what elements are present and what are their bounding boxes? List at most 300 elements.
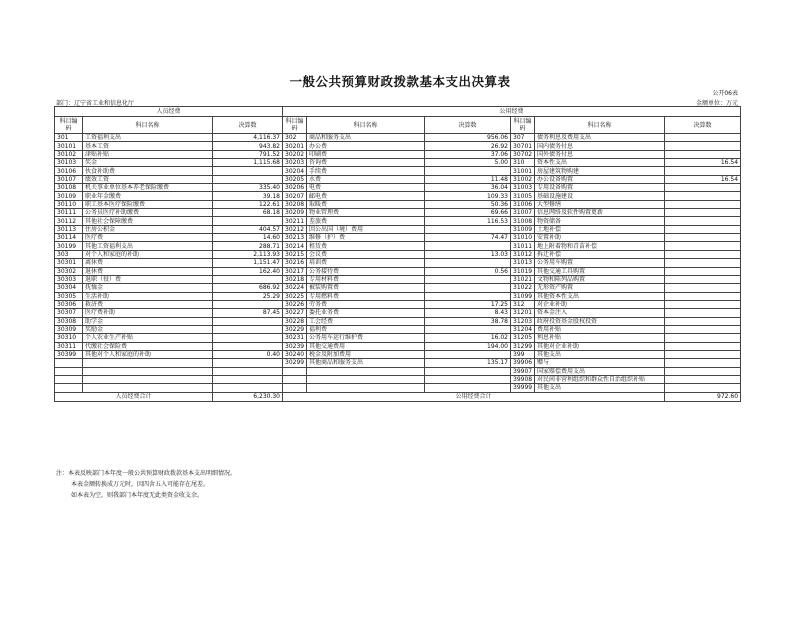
name-cell: 培训费 <box>307 259 425 267</box>
name-cell: 水费 <box>307 175 425 183</box>
amount-cell <box>425 242 511 250</box>
table-row <box>55 142 741 150</box>
code-cell: 30701 <box>511 142 535 150</box>
table-row <box>55 367 741 375</box>
code-cell <box>55 384 83 392</box>
name-cell: 赠与 <box>535 359 665 367</box>
table-row <box>55 234 741 242</box>
name-cell <box>83 367 213 375</box>
form-number: 公开06表 <box>712 90 738 97</box>
name-cell: 公务用车购置 <box>535 259 665 267</box>
amount-cell <box>665 292 741 300</box>
amount-cell: 943.82 <box>213 142 283 150</box>
public-group-header: 公用经费 <box>283 107 741 117</box>
code-cell: 30101 <box>55 142 83 150</box>
name-cell: 商品和服务支出 <box>307 134 425 142</box>
code-cell: 30308 <box>55 317 83 325</box>
col-code-header: 科目编码 <box>511 117 535 134</box>
code-cell <box>283 384 307 392</box>
name-cell: 文物和陈列品购置 <box>535 275 665 283</box>
amount-cell <box>425 350 511 358</box>
name-cell: 津贴补贴 <box>83 150 213 158</box>
note-3: 如本表为空，则我部门本年度无此类资金收支余。 <box>71 492 204 499</box>
name-cell: 对个人和家庭的补助 <box>83 250 213 258</box>
name-cell <box>307 375 425 383</box>
name-cell: 对企业补助 <box>535 300 665 308</box>
amount-cell <box>213 375 283 383</box>
department-label: 部门：辽宁省工业和信息化厅 <box>56 100 135 107</box>
code-cell: 30214 <box>283 242 307 250</box>
table-row <box>55 375 741 383</box>
table-row <box>55 134 741 142</box>
column-header-row <box>55 117 741 134</box>
code-cell: 31008 <box>511 217 535 225</box>
code-cell: 312 <box>511 300 535 308</box>
table-row <box>55 334 741 342</box>
amount-cell: 16.54 <box>665 159 741 167</box>
name-cell: 债务利息及费用支出 <box>535 134 665 142</box>
code-cell: 31099 <box>511 292 535 300</box>
name-cell: 其他对个人和家庭的补助 <box>83 350 213 358</box>
amount-cell <box>425 275 511 283</box>
name-cell: 个人农业生产补贴 <box>83 334 213 342</box>
code-cell: 31012 <box>511 250 535 258</box>
amount-cell <box>425 384 511 392</box>
amount-cell: 0.56 <box>425 267 511 275</box>
code-cell: 31010 <box>511 234 535 242</box>
code-cell: 39908 <box>511 375 535 383</box>
amount-cell <box>665 134 741 142</box>
table-row <box>55 384 741 392</box>
code-cell <box>55 375 83 383</box>
code-cell <box>55 367 83 375</box>
name-cell: 工资福利支出 <box>83 134 213 142</box>
amount-cell: 37.06 <box>425 150 511 158</box>
amount-cell <box>213 359 283 367</box>
code-cell: 31003 <box>511 184 535 192</box>
col-amount-header: 决算数 <box>425 117 511 134</box>
amount-cell <box>665 184 741 192</box>
name-cell: 生活补助 <box>83 292 213 300</box>
code-cell: 30204 <box>283 167 307 175</box>
page-title: 一般公共预算财政拨款基本支出决算表 <box>289 74 511 89</box>
name-cell: 劳务费 <box>307 300 425 308</box>
amount-cell <box>665 342 741 350</box>
amount-cell <box>425 367 511 375</box>
amount-cell: 74.47 <box>425 234 511 242</box>
table-row <box>55 200 741 208</box>
amount-cell <box>213 275 283 283</box>
col-amount-header: 决算数 <box>665 117 741 134</box>
code-cell: 310 <box>511 159 535 167</box>
col-amount-header: 决算数 <box>213 117 283 134</box>
amount-cell: 116.53 <box>425 217 511 225</box>
code-cell: 30299 <box>283 359 307 367</box>
code-cell: 30217 <box>283 267 307 275</box>
amount-cell: 194.00 <box>425 342 511 350</box>
amount-cell: 36.04 <box>425 184 511 192</box>
code-cell: 30212 <box>283 225 307 233</box>
col-name-header: 科目名称 <box>535 117 665 134</box>
name-cell: 对民间非营利组织和群众性自治组织补贴 <box>535 375 665 383</box>
name-cell: 办公设备购置 <box>535 175 665 183</box>
table-row <box>55 359 741 367</box>
col-code-header: 科目编码 <box>55 117 83 134</box>
amount-cell <box>425 375 511 383</box>
code-cell: 30108 <box>55 184 83 192</box>
amount-cell <box>425 284 511 292</box>
code-cell: 30240 <box>283 350 307 358</box>
amount-cell <box>665 200 741 208</box>
name-cell: 差旅费 <box>307 217 425 225</box>
code-cell: 30228 <box>283 317 307 325</box>
table-row <box>55 209 741 217</box>
code-cell: 302 <box>283 134 307 142</box>
amount-cell <box>425 325 511 333</box>
amount-cell <box>665 142 741 150</box>
name-cell: 奖励金 <box>83 325 213 333</box>
amount-cell: 1,115.68 <box>213 159 283 167</box>
name-cell: 费用补贴 <box>535 325 665 333</box>
code-cell: 303 <box>55 250 83 258</box>
code-cell <box>55 359 83 367</box>
name-cell: 其他资本性支出 <box>535 292 665 300</box>
code-cell: 31201 <box>511 309 535 317</box>
amount-cell <box>665 192 741 200</box>
table-row <box>55 184 741 192</box>
code-cell: 30218 <box>283 275 307 283</box>
amount-cell <box>665 284 741 292</box>
col-name-header: 科目名称 <box>307 117 425 134</box>
code-cell: 30109 <box>55 192 83 200</box>
name-cell: 咨询费 <box>307 159 425 167</box>
table-row <box>55 192 741 200</box>
code-cell: 30226 <box>283 300 307 308</box>
amount-cell: 2,113.93 <box>213 250 283 258</box>
name-cell: 代缴社会保险费 <box>83 342 213 350</box>
name-cell: 委托业务费 <box>307 309 425 317</box>
code-cell: 30113 <box>55 225 83 233</box>
totals-row <box>55 392 741 401</box>
code-cell: 30216 <box>283 259 307 267</box>
code-cell: 30213 <box>283 234 307 242</box>
code-cell: 30206 <box>283 184 307 192</box>
name-cell: 职工基本医疗保险缴费 <box>83 200 213 208</box>
code-cell: 30239 <box>283 342 307 350</box>
code-cell: 30306 <box>55 300 83 308</box>
amount-cell <box>665 242 741 250</box>
expenditure-table <box>54 106 741 402</box>
name-cell: 国外债务付息 <box>535 150 665 158</box>
amount-cell <box>213 334 283 342</box>
amount-cell <box>665 150 741 158</box>
amount-cell: 38.78 <box>425 317 511 325</box>
name-cell: 专用设备购置 <box>535 184 665 192</box>
amount-cell: 791.52 <box>213 150 283 158</box>
code-cell: 31011 <box>511 242 535 250</box>
amount-cell: 4,116.37 <box>213 134 283 142</box>
code-cell: 30309 <box>55 325 83 333</box>
name-cell: 基本工资 <box>83 142 213 150</box>
name-cell: 其他社会保障缴费 <box>83 217 213 225</box>
code-cell: 30311 <box>55 342 83 350</box>
amount-cell: 26.92 <box>425 142 511 150</box>
table-row <box>55 300 741 308</box>
public-total-value: 972.60 <box>665 392 741 401</box>
amount-cell <box>213 175 283 183</box>
code-cell: 31204 <box>511 325 535 333</box>
col-code-header: 科目编码 <box>283 117 307 134</box>
table-row <box>55 350 741 358</box>
name-cell: 土地补偿 <box>535 225 665 233</box>
table-row <box>55 317 741 325</box>
table-row <box>55 267 741 275</box>
amount-cell: 13.03 <box>425 250 511 258</box>
amount-cell <box>665 367 741 375</box>
amount-cell: 135.17 <box>425 359 511 367</box>
name-cell <box>83 359 213 367</box>
group-header-row <box>55 107 741 117</box>
code-cell: 31205 <box>511 334 535 342</box>
code-cell: 30303 <box>55 275 83 283</box>
code-cell: 31203 <box>511 317 535 325</box>
table-row <box>55 284 741 292</box>
code-cell: 30304 <box>55 284 83 292</box>
code-cell: 30107 <box>55 175 83 183</box>
amount-cell <box>665 209 741 217</box>
code-cell: 30199 <box>55 242 83 250</box>
amount-cell: 39.18 <box>213 192 283 200</box>
amount-cell: 16.54 <box>665 175 741 183</box>
name-cell: 公务接待费 <box>307 267 425 275</box>
table-row <box>55 175 741 183</box>
amount-cell <box>665 325 741 333</box>
name-cell: 其他对企业补助 <box>535 342 665 350</box>
name-cell: 基础设施建设 <box>535 192 665 200</box>
code-cell: 307 <box>511 134 535 142</box>
name-cell: 医疗费 <box>83 234 213 242</box>
amount-cell <box>665 225 741 233</box>
code-cell: 30202 <box>283 150 307 158</box>
amount-cell: 16.02 <box>425 334 511 342</box>
amount-cell <box>425 167 511 175</box>
table-row <box>55 325 741 333</box>
code-cell: 30209 <box>283 209 307 217</box>
unit-label: 金额单位：万元 <box>695 100 738 107</box>
name-cell <box>307 367 425 375</box>
code-cell: 30301 <box>55 259 83 267</box>
code-cell: 30112 <box>55 217 83 225</box>
amount-cell <box>213 325 283 333</box>
amount-cell: 109.33 <box>425 192 511 200</box>
table-row <box>55 259 741 267</box>
amount-cell: 50.36 <box>425 200 511 208</box>
code-cell: 30103 <box>55 159 83 167</box>
code-cell: 30229 <box>283 325 307 333</box>
code-cell: 30305 <box>55 292 83 300</box>
name-cell: 地上附着物和青苗补偿 <box>535 242 665 250</box>
amount-cell <box>665 259 741 267</box>
code-cell: 30231 <box>283 334 307 342</box>
code-cell: 31009 <box>511 225 535 233</box>
amount-cell: 288.71 <box>213 242 283 250</box>
name-cell <box>307 384 425 392</box>
personnel-total-label: 人员经费合计 <box>55 392 213 401</box>
amount-cell <box>665 250 741 258</box>
name-cell: 大型修缮 <box>535 200 665 208</box>
name-cell <box>83 375 213 383</box>
amount-cell <box>665 359 741 367</box>
amount-cell <box>425 225 511 233</box>
name-cell: 公务员医疗补助缴费 <box>83 209 213 217</box>
name-cell: 专用材料费 <box>307 275 425 283</box>
code-cell <box>283 375 307 383</box>
code-cell: 30307 <box>55 309 83 317</box>
name-cell: 政府投资基金股权投资 <box>535 317 665 325</box>
amount-cell <box>665 317 741 325</box>
code-cell: 30203 <box>283 159 307 167</box>
name-cell: 其他工资福利支出 <box>83 242 213 250</box>
code-cell: 30211 <box>283 217 307 225</box>
col-name-header: 科目名称 <box>83 117 213 134</box>
amount-cell <box>665 234 741 242</box>
amount-cell <box>213 342 283 350</box>
name-cell: 其他支出 <box>535 350 665 358</box>
note-2: 本表金额转换成万元时，因四舍五入可能存在尾差。 <box>71 481 210 488</box>
code-cell: 30215 <box>283 250 307 258</box>
name-cell: 印刷费 <box>307 150 425 158</box>
name-cell: 抚恤金 <box>83 284 213 292</box>
table-row <box>55 309 741 317</box>
name-cell: 无形资产购置 <box>535 284 665 292</box>
table-row <box>55 242 741 250</box>
name-cell: 物业管理费 <box>307 209 425 217</box>
amount-cell <box>213 317 283 325</box>
name-cell: 国内债务付息 <box>535 142 665 150</box>
name-cell: 退职（役）费 <box>83 275 213 283</box>
amount-cell <box>665 384 741 392</box>
name-cell: 机关事业单位基本养老保险缴费 <box>83 184 213 192</box>
code-cell: 30399 <box>55 350 83 358</box>
amount-cell <box>665 217 741 225</box>
name-cell: 助学金 <box>83 317 213 325</box>
amount-cell <box>665 375 741 383</box>
amount-cell <box>665 309 741 317</box>
amount-cell <box>665 275 741 283</box>
code-cell: 30207 <box>283 192 307 200</box>
amount-cell: 404.57 <box>213 225 283 233</box>
name-cell: 资本金注入 <box>535 309 665 317</box>
name-cell: 退休费 <box>83 267 213 275</box>
code-cell: 30224 <box>283 284 307 292</box>
amount-cell: 0.40 <box>213 350 283 358</box>
amount-cell: 25.29 <box>213 292 283 300</box>
name-cell: 房屋建筑物购建 <box>535 167 665 175</box>
name-cell: 信息网络及软件购置更新 <box>535 209 665 217</box>
amount-cell <box>665 300 741 308</box>
name-cell: 工会经费 <box>307 317 425 325</box>
amount-cell <box>665 267 741 275</box>
name-cell: 其他商品和服务支出 <box>307 359 425 367</box>
amount-cell <box>213 384 283 392</box>
name-cell: 其他交通工具购置 <box>535 267 665 275</box>
name-cell: 税金及附加费用 <box>307 350 425 358</box>
amount-cell: 122.61 <box>213 200 283 208</box>
code-cell: 31299 <box>511 342 535 350</box>
code-cell: 31022 <box>511 284 535 292</box>
table-row <box>55 167 741 175</box>
footnotes <box>56 468 236 501</box>
name-cell: 电费 <box>307 184 425 192</box>
name-cell: 绩效工资 <box>83 175 213 183</box>
code-cell: 30310 <box>55 334 83 342</box>
code-cell: 30110 <box>55 200 83 208</box>
amount-cell: 1,151.47 <box>213 259 283 267</box>
name-cell: 救济费 <box>83 300 213 308</box>
amount-cell: 8.43 <box>425 309 511 317</box>
amount-cell <box>213 367 283 375</box>
amount-cell: 5.00 <box>425 159 511 167</box>
code-cell: 31007 <box>511 209 535 217</box>
name-cell: 维修（护）费 <box>307 234 425 242</box>
public-total-label: 公用经费合计 <box>283 392 665 401</box>
name-cell <box>83 384 213 392</box>
amount-cell <box>213 217 283 225</box>
amount-cell: 87.45 <box>213 309 283 317</box>
code-cell: 39906 <box>511 359 535 367</box>
name-cell: 其他支出 <box>535 384 665 392</box>
name-cell: 因公出国（境）费用 <box>307 225 425 233</box>
personnel-group-header: 人员经费 <box>55 107 283 117</box>
code-cell: 30702 <box>511 150 535 158</box>
code-cell: 399 <box>511 350 535 358</box>
code-cell: 30208 <box>283 200 307 208</box>
name-cell: 拆迁补偿 <box>535 250 665 258</box>
amount-cell: 335.40 <box>213 184 283 192</box>
code-cell: 30111 <box>55 209 83 217</box>
name-cell: 福利费 <box>307 325 425 333</box>
code-cell: 31006 <box>511 200 535 208</box>
amount-cell: 69.66 <box>425 209 511 217</box>
code-cell <box>283 367 307 375</box>
table-row <box>55 342 741 350</box>
name-cell: 取暖费 <box>307 200 425 208</box>
code-cell: 30102 <box>55 150 83 158</box>
name-cell: 会议费 <box>307 250 425 258</box>
name-cell: 资本性支出 <box>535 159 665 167</box>
code-cell: 301 <box>55 134 83 142</box>
amount-cell <box>425 259 511 267</box>
name-cell: 手续费 <box>307 167 425 175</box>
personnel-total-value: 6,230.30 <box>213 392 283 401</box>
name-cell: 离休费 <box>83 259 213 267</box>
table-row <box>55 217 741 225</box>
amount-cell <box>425 292 511 300</box>
table-row <box>55 159 741 167</box>
name-cell: 办公费 <box>307 142 425 150</box>
code-cell: 30302 <box>55 267 83 275</box>
amount-cell: 162.40 <box>213 267 283 275</box>
amount-cell <box>665 167 741 175</box>
table-row <box>55 150 741 158</box>
name-cell: 被装购置费 <box>307 284 425 292</box>
name-cell: 专用燃料费 <box>307 292 425 300</box>
amount-cell <box>213 167 283 175</box>
note-1: 注：本表反映部门本年度一般公共预算财政拨款基本支出明细情况。 <box>56 470 237 477</box>
code-cell: 30227 <box>283 309 307 317</box>
amount-cell <box>213 300 283 308</box>
table-row <box>55 275 741 283</box>
